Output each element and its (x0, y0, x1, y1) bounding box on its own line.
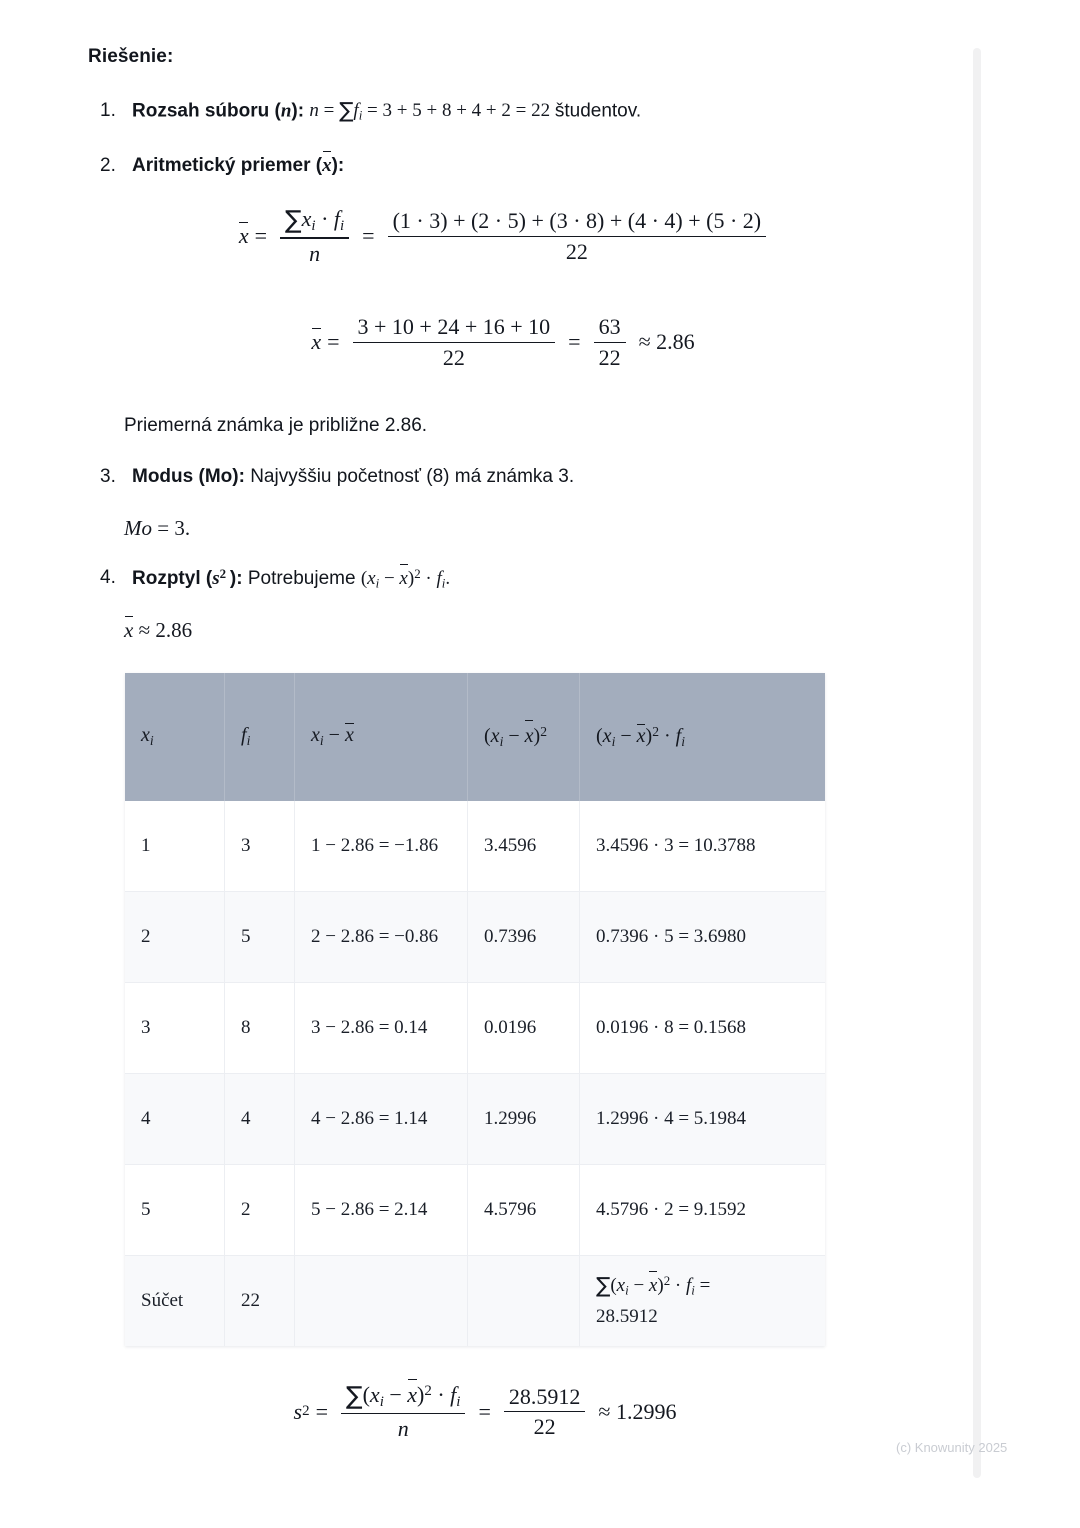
list-number-3: 3. (100, 466, 116, 488)
cell-deviation: 2 − 2.86 = −0.86 (295, 892, 468, 983)
list-item-1-title: Rozsah súboru (132, 100, 270, 122)
fraction-sum-sq-over-n: $\frac{\sum(x_i - x)^2 \cdot f_i}{n}$ (341, 1380, 465, 1444)
cell-deviation-squared: 4.5796 (468, 1165, 580, 1256)
list-item-4-title: Rozptyl (132, 567, 201, 589)
list-item-3 (88, 464, 888, 490)
list-number-1: 1. (100, 100, 116, 121)
fraction-expanded-products: $\frac{(1 \cdot 3) + (2 \cdot 5) + (3 \cdot 8) + (4 \cdot 4) + (5 \cdot 2)}{22}$ (388, 206, 767, 266)
document-content (88, 46, 888, 1470)
fraction-sum-over-n: $\frac{\sum x_i \cdot f_i}{n}$ (280, 204, 349, 268)
formula-mean-step1: x = $\frac{\sum x_i \cdot f_i}{n}$ = $\frac{(1 \cdot 3) + (2 \cdot 5) + (3 \cdot 8) + (4 \cdot 4) + (5 \cdot 2)}{22}$ (88, 204, 888, 268)
table-row (125, 983, 825, 1074)
cell-fi: 4 (225, 1074, 295, 1165)
cell-product: 0.7396 · 5 = 3.6980 (580, 892, 825, 983)
fraction-285912-over-22: $\frac{28.5912}{22}$ (504, 1382, 586, 1442)
cell-xi: 1 (125, 801, 225, 892)
table-row (125, 892, 825, 983)
mean-note: Priemerná známka je približne 2.86. (124, 414, 428, 436)
table-total-row (125, 1256, 825, 1346)
list-item-3-title: Modus (Mo): (132, 466, 245, 488)
variance-table-wrapper (88, 673, 888, 1346)
cell-product: 0.0196 · 8 = 0.1568 (580, 983, 825, 1074)
table-row (125, 1074, 825, 1165)
cell-total-deviation-squared (468, 1256, 580, 1346)
table-header-row (125, 673, 825, 801)
cell-total-label: Súčet (125, 1256, 225, 1346)
cell-fi: 3 (225, 801, 295, 892)
formula-variance: s 2 = $\frac{\sum(x_i - x)^2 \cdot f_i}{n}$ = $\frac{28.5912}{22}$ ≈ 1.2996 (88, 1380, 888, 1444)
cell-xi: 3 (125, 983, 225, 1074)
list-item-4-body-prefix: Potrebujeme (247, 567, 356, 589)
page-title: Riešenie: (88, 46, 174, 67)
mean-approx-value: ≈ 2.86 (638, 329, 695, 355)
cell-deviation-squared: 0.7396 (468, 892, 580, 983)
list-item-3-body: Najvyššiu početnosť (8) má známka 3. (250, 466, 575, 488)
cell-deviation: 4 − 2.86 = 1.14 (295, 1074, 468, 1165)
cell-deviation-squared: 3.4596 (468, 801, 580, 892)
cell-fi: 2 (225, 1165, 295, 1256)
variance-approx-value: ≈ 1.2996 (598, 1398, 677, 1424)
table-row (125, 801, 825, 892)
vertical-scrollbar[interactable] (973, 48, 981, 1478)
cell-product: 4.5796 · 2 = 9.1592 (580, 1165, 825, 1256)
table-row (125, 1165, 825, 1256)
formula-mean-step2: x = $\frac{3 + 10 + 24 + 16 + 10}{22}$ = $\frac{63}{22}$ ≈ 2.86 (88, 312, 888, 372)
cell-xi: 5 (125, 1165, 225, 1256)
fraction-63-over-22: $\frac{63}{22}$ (594, 312, 626, 372)
list-number-4: 4. (100, 566, 116, 588)
cell-total-product: $\sum(x_i - x)^2 \cdot f_i$ = 28.5912 (580, 1256, 825, 1346)
cell-deviation: 3 − 2.86 = 0.14 (295, 983, 468, 1074)
list-item-1-suffix: študentov. (554, 100, 642, 122)
cell-product: 1.2996 · 4 = 5.1984 (580, 1074, 825, 1165)
cell-fi: 8 (225, 983, 295, 1074)
table-header-deviation-squared: $(x_i - x)^2$ (468, 673, 580, 801)
cell-xi: 2 (125, 892, 225, 983)
mean-approx-line: x ≈ 2.86 (124, 617, 193, 642)
cell-total-fi: 22 (225, 1256, 295, 1346)
table-header-product: $(x_i - x)^2 \cdot f_i$ (580, 673, 825, 801)
list-item-1: 1. Rozsah súboru (n): $n = \sum f_i = 3 + 5 + 8 + 4 + 2 = 22$ študentov. (100, 99, 642, 124)
table-header-xi: $x_i$ (125, 673, 225, 801)
cell-fi: 5 (225, 892, 295, 983)
cell-deviation-squared: 1.2996 (468, 1074, 580, 1165)
list-item-2-title: Aritmetický priemer (132, 154, 311, 176)
list-number-2: 2. (100, 154, 116, 176)
table-header-deviation: $x_i - x$ (295, 673, 468, 801)
list-item-4: 4. Rozptyl ($s^2$ ): Potrebujeme $(x_i - x)^2 \cdot f_i$. (100, 565, 451, 591)
cell-deviation-squared: 0.0196 (468, 983, 580, 1074)
list-item-2: 2. Aritmetický priemer (x): (88, 153, 888, 179)
cell-product: 3.4596 · 3 = 10.3788 (580, 801, 825, 892)
watermark: (c) Knowunity 2025 (896, 1440, 1008, 1455)
mode-value-line: Mo = 3. (124, 515, 191, 540)
table-header-fi: $f_i$ (225, 673, 295, 801)
variance-table (125, 673, 825, 1346)
cell-deviation: 5 − 2.86 = 2.14 (295, 1165, 468, 1256)
cell-deviation: 1 − 2.86 = −1.86 (295, 801, 468, 892)
fraction-sum-values: $\frac{3 + 10 + 24 + 16 + 10}{22}$ (353, 312, 556, 372)
cell-total-deviation (295, 1256, 468, 1346)
cell-xi: 4 (125, 1074, 225, 1165)
